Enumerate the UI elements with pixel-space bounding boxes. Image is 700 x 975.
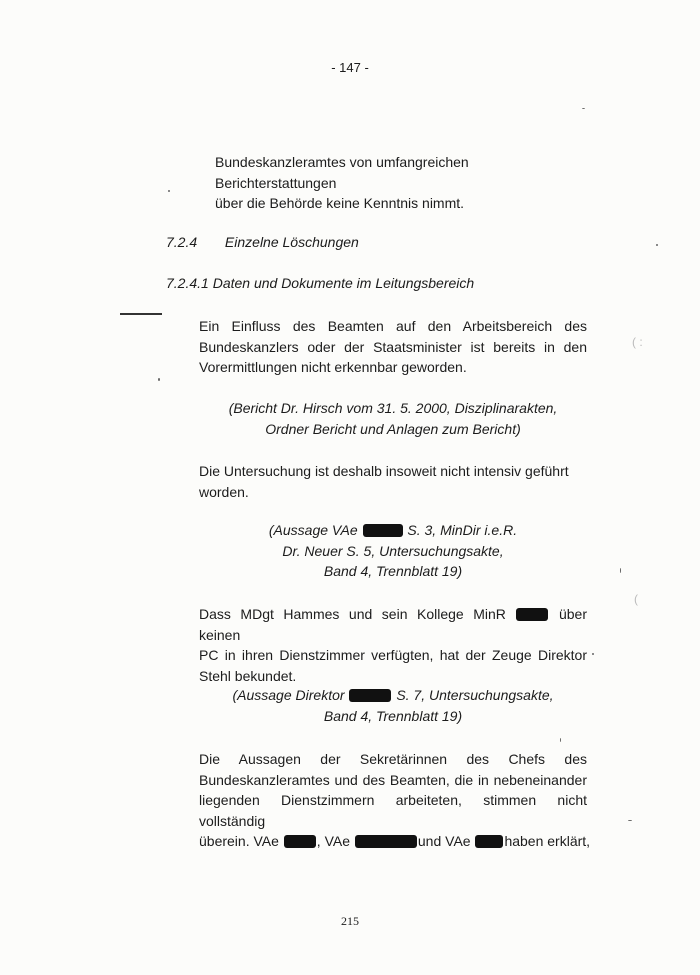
paragraph-line: Bundeskanzleramtes und des Beamten, die in nebeneinander [199, 771, 587, 788]
citation-3 [199, 685, 587, 726]
paragraph-2 [199, 461, 587, 502]
paragraph-line: Ein Einfluss des Beamten auf den Arbeitsbereich des [199, 318, 587, 334]
sheet-number: 215 [341, 914, 359, 928]
paragraph-4 [199, 749, 591, 852]
citation-line [199, 685, 587, 706]
intro-line: Bundeskanzleramtes von umfangreichen Berichterstattungen [215, 154, 469, 191]
section-title: Einzelne Löschungen [224, 234, 359, 250]
scan-speck [620, 568, 621, 573]
paragraph-line: Die Aussagen der Sekretärinnen des Chefs des [199, 751, 587, 767]
section-heading-7241: 7.2.4.1 Daten und Dokumente im Leitungsbereich [166, 275, 475, 291]
scan-speck [582, 108, 585, 109]
scan-speck [656, 244, 658, 246]
citation-line: Ordner Bericht und Anlagen zum Bericht) [265, 420, 521, 437]
page-number: - 147 - [331, 60, 369, 75]
citation-2 [199, 520, 587, 582]
margin-scan-mark: ( [634, 592, 638, 606]
redaction-bar [349, 689, 391, 702]
citation-text: (Aussage Direktor [232, 687, 345, 703]
paragraph-text: , VAe [316, 833, 350, 849]
paragraph-line: PC in ihren Dienstzimmer verfügten, hat der Zeuge Direktor [199, 647, 587, 663]
intro-line: über die Behörde keine Kenntnis nimmt. [215, 195, 465, 211]
paragraph-text: überein. VAe [199, 833, 279, 849]
margin-dash-mark [120, 313, 162, 315]
paragraph-line [199, 831, 591, 852]
paragraph-line: Stehl bekundet. [199, 667, 297, 684]
paragraph-text: über keinen [199, 606, 588, 643]
margin-scan-mark: ( : [632, 335, 643, 349]
paragraph-text: haben erklärt, [504, 833, 591, 849]
paragraph-3 [199, 604, 587, 686]
citation-1 [199, 398, 587, 439]
citation-line: Dr. Neuer S. 5, Untersuchungsakte, [282, 542, 504, 559]
paragraph-line: Die Untersuchung ist deshalb insoweit nicht intensiv geführt [199, 463, 569, 479]
redaction-bar [363, 524, 403, 537]
paragraph-text: und VAe [417, 833, 471, 849]
scan-speck [560, 738, 561, 742]
citation-text: S. 7, Untersuchungsakte, [396, 687, 554, 703]
paragraph-line: Vorermittlungen nicht erkennbar geworden. [199, 359, 467, 375]
section-heading-724 [166, 232, 359, 253]
paragraph-line: liegenden Dienstzimmern arbeiteten, stimmen nicht vollständig [199, 792, 587, 829]
paragraph-line: Bundeskanzlers oder der Staatsminister ist bereits in den [199, 338, 587, 355]
citation-line [199, 520, 587, 541]
redaction-bar [355, 835, 417, 848]
scan-speck [628, 820, 632, 821]
citation-text: S. 3, MinDir i.e.R. [407, 522, 518, 538]
paragraph-line [199, 604, 587, 645]
citation-line: (Bericht Dr. Hirsch vom 31. 5. 2000, Disziplinarakten, [228, 400, 558, 416]
paragraph-line: worden. [199, 483, 249, 500]
scan-speck [168, 190, 170, 192]
scan-speck [158, 378, 160, 381]
scan-speck [592, 653, 594, 655]
paragraph-1 [199, 316, 587, 378]
redaction-bar [516, 608, 548, 621]
citation-line: Band 4, Trennblatt 19) [323, 563, 463, 579]
citation-text: (Aussage VAe [268, 522, 358, 538]
citation-line: Band 4, Trennblatt 19) [323, 707, 463, 724]
redaction-bar [475, 835, 503, 848]
intro-paragraph [215, 152, 587, 214]
redaction-bar [284, 835, 316, 848]
paragraph-text: Dass MDgt Hammes und sein Kollege MinR [199, 606, 506, 622]
section-number: 7.2.4 [166, 234, 198, 250]
